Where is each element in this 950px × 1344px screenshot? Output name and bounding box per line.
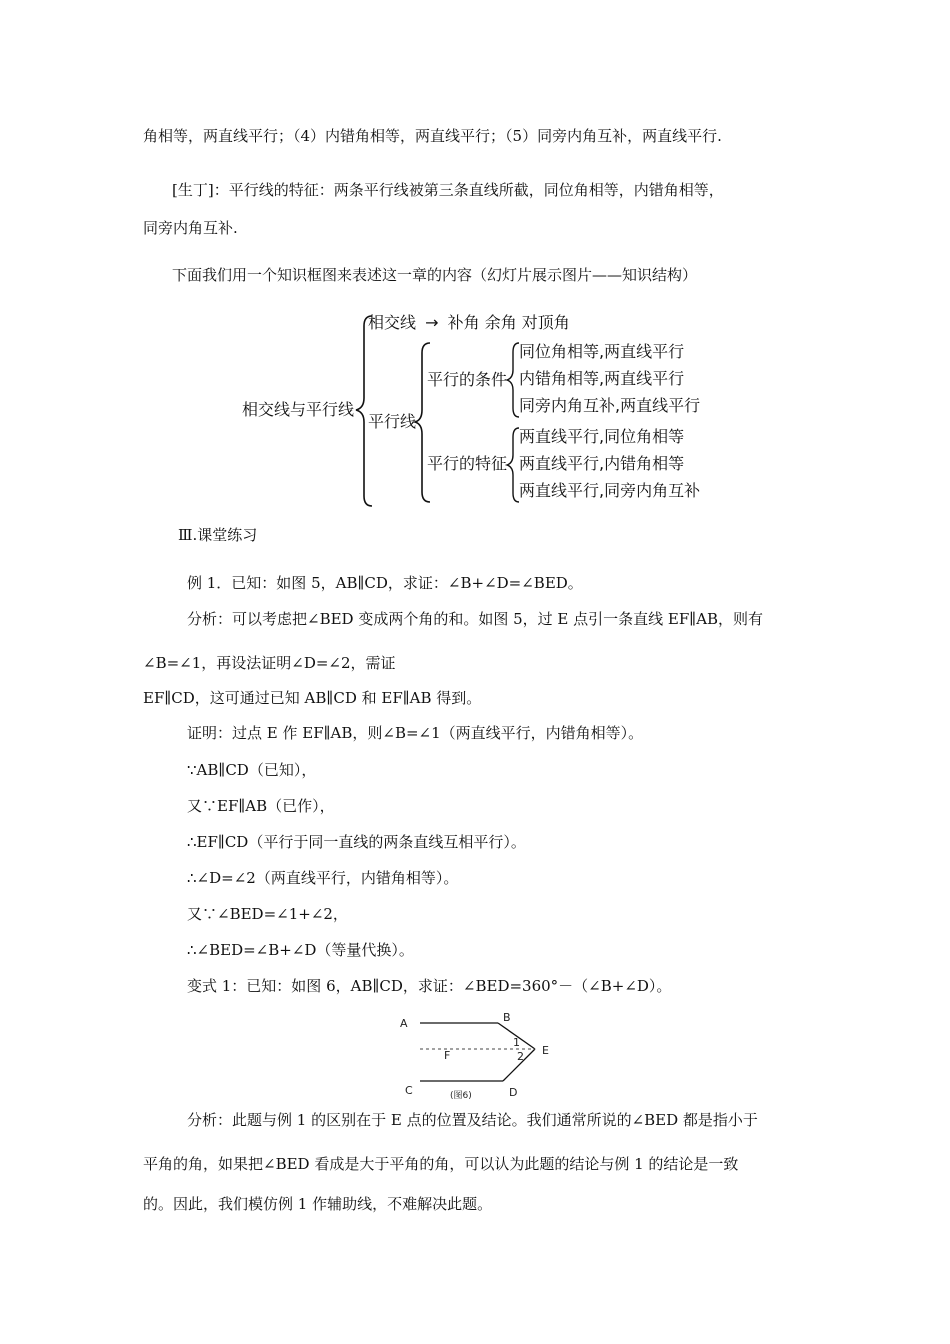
- text-line-1: 角相等，两直线平行；（4）内错角相等，两直线平行；（5）同旁内角互补，两直线平行.: [143, 127, 722, 145]
- label-c: C: [405, 1084, 413, 1097]
- branch-parallel: 平行线: [368, 412, 417, 431]
- diagram-root: 相交线与平行线: [242, 400, 355, 419]
- text-line-8: ∠B=∠1，再设法证明∠D=∠2，需证: [143, 654, 396, 672]
- text-line-17: 变式 1：已知：如图 6，AB∥CD，求证：∠BED=360°－（∠B+∠D）。: [187, 977, 672, 995]
- condition-item: 同位角相等,两直线平行: [519, 342, 685, 361]
- branch-intersecting-label: 相交线: [368, 313, 417, 332]
- text-line-14: ∴∠D=∠2（两直线平行，内错角相等）。: [187, 869, 459, 887]
- text-line-7: 分析：可以考虑把∠BED 变成两个角的和。如图 5，过 E 点引一条直线 EF∥AB，则有: [187, 610, 764, 628]
- text-line-9: EF∥CD，这可通过已知 AB∥CD 和 EF∥AB 得到。: [143, 689, 482, 707]
- text-line-11: ∵AB∥CD（已知），: [187, 761, 317, 779]
- condition-item: 同旁内角互补,两直线平行: [519, 396, 701, 415]
- text-line-13: ∴EF∥CD（平行于同一直线的两条直线互相平行）。: [187, 833, 526, 851]
- label-angle-2: 2: [517, 1050, 524, 1063]
- label-a: A: [400, 1017, 408, 1030]
- text-line-20: 的。因此，我们模仿例 1 作辅助线，不难解决此题。: [143, 1195, 493, 1213]
- condition-item: 内错角相等,两直线平行: [519, 369, 685, 388]
- label-d: D: [509, 1086, 518, 1099]
- text-line-2: [生丁]：平行线的特征：两条平行线被第三条直线所截，同位角相等，内错角相等，: [172, 181, 724, 199]
- label-f: F: [444, 1049, 451, 1062]
- feature-item: 两直线平行,内错角相等: [519, 454, 685, 473]
- text-line-16: ∴∠BED=∠B+∠D（等量代换）。: [187, 941, 414, 959]
- figure-caption: (图6): [450, 1091, 472, 1101]
- branch-intersecting-items: 补角 余角 对顶角: [447, 313, 570, 332]
- text-line-12: 又∵EF∥AB（已作），: [187, 797, 335, 815]
- feature-item: 两直线平行,同旁内角互补: [519, 481, 701, 500]
- text-line-6: 例 1．已知：如图 5，AB∥CD，求证：∠B+∠D=∠BED。: [187, 574, 583, 592]
- label-e: E: [542, 1044, 549, 1057]
- parallel-conditions-label: 平行的条件: [427, 370, 508, 389]
- text-line-18: 分析：此题与例 1 的区别在于 E 点的位置及结论。我们通常所说的∠BED 都是指小于: [187, 1111, 758, 1129]
- text-line-19: 平角的角，如果把∠BED 看成是大于平角的角，可以认为此题的结论与例 1 的结论是一致: [143, 1155, 739, 1173]
- label-b: B: [503, 1011, 511, 1024]
- arrow-icon: →: [425, 313, 439, 332]
- text-line-3: 同旁内角互补.: [143, 219, 238, 237]
- text-line-10: 证明：过点 E 作 EF∥AB，则∠B=∠1（两直线平行，内错角相等）。: [187, 724, 644, 742]
- section-heading: Ⅲ.课堂练习: [178, 526, 258, 544]
- label-angle-1: 1: [513, 1036, 520, 1049]
- text-line-15: 又∵∠BED=∠1+∠2，: [187, 905, 348, 923]
- parallel-features-label: 平行的特征: [427, 454, 508, 473]
- text-line-4: 下面我们用一个知识框图来表述这一章的内容（幻灯片展示图片——知识结构）: [172, 266, 698, 284]
- feature-item: 两直线平行,同位角相等: [519, 427, 685, 446]
